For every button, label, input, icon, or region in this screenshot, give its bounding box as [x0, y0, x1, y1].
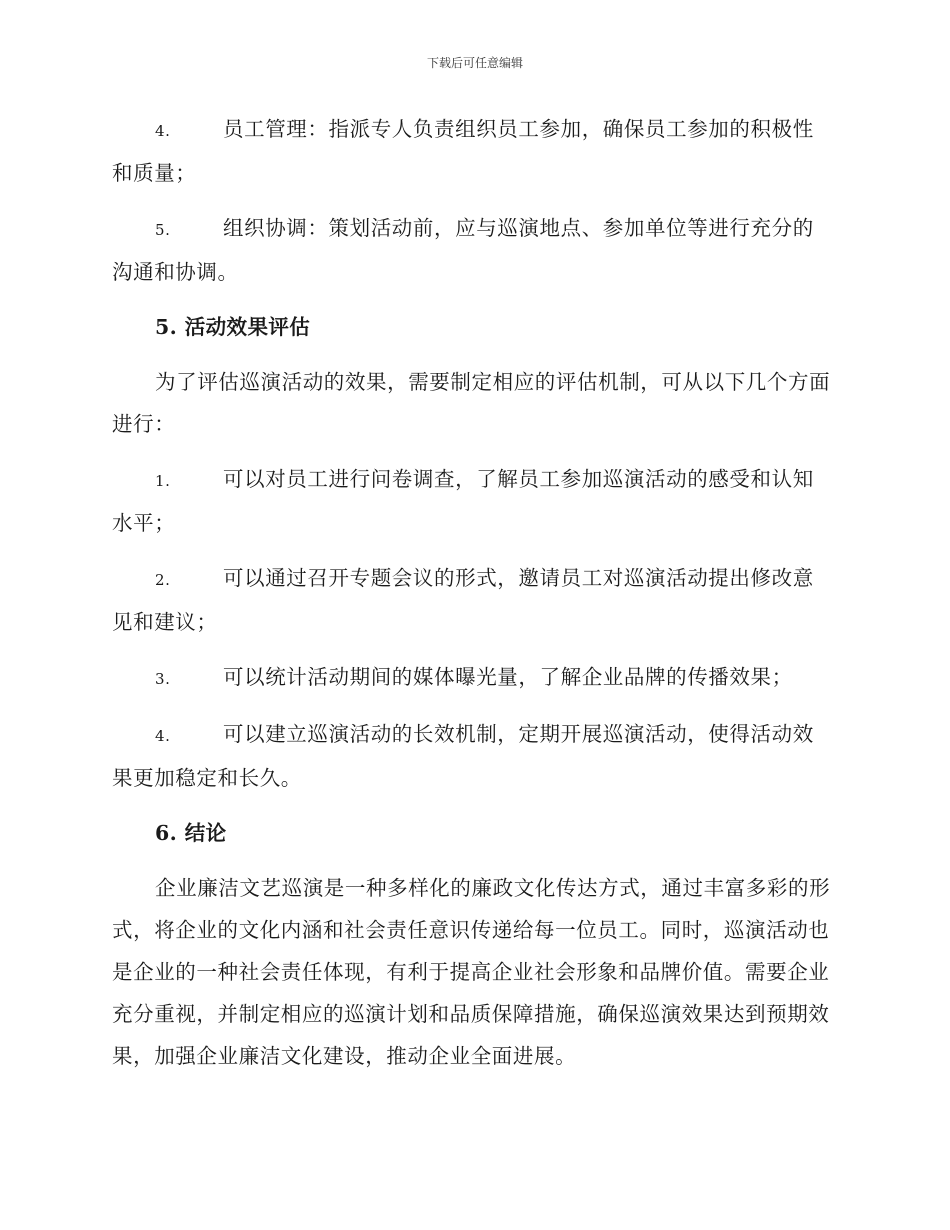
section-heading-5: 5. 活动效果评估 [155, 315, 311, 339]
list-number: 3. [155, 670, 171, 688]
list-text: 可以对员工进行问卷调查，了解员工参加巡演活动的感受和认知水平； [112, 467, 814, 535]
list-number: 4. [155, 122, 171, 140]
list-text: 可以统计活动期间的媒体曝光量，了解企业品牌的传播效果； [223, 665, 793, 689]
conclusion-paragraph: 企业廉洁文艺巡演是一种多样化的廉政文化传达方式，通过丰富多彩的形式，将企业的文化内涵和社会责任意识传递给每一位员工。同时，巡演活动也是企业的一种社会责任体现，有利于提高企业社会形象和品牌价值。需要企业充分重视，并制定相应的巡演计划和品质保障措施，确保巡演效果达到预期效果，加强企业廉洁文化建设，推动企业全面进展。 [112, 876, 831, 1068]
list-number: 1. [155, 472, 171, 490]
list-number: 4. [155, 727, 171, 745]
list-item [112, 656, 834, 700]
header-note: 下载后可任意编辑 [426, 56, 523, 70]
list-text: 可以通过召开专题会议的形式，邀请员工对巡演活动提出修改意见和建议； [112, 566, 814, 634]
list-item [112, 557, 834, 643]
list-text: 员工管理：指派专人负责组织员工参加，确保员工参加的积极性和质量； [112, 117, 814, 185]
list-item [112, 713, 834, 799]
list-item [112, 458, 834, 544]
list-text: 组织协调：策划活动前，应与巡演地点、参加单位等进行充分的沟通和协调。 [112, 216, 814, 284]
list-item [112, 207, 834, 293]
list-item [112, 108, 834, 194]
document-body [112, 108, 834, 1090]
list-number: 5. [155, 221, 171, 239]
list-number: 2. [155, 571, 171, 589]
list-text: 可以建立巡演活动的长效机制，定期开展巡演活动，使得活动效果更加稳定和长久。 [112, 722, 814, 790]
section-intro: 为了评估巡演活动的效果，需要制定相应的评估机制，可从以下几个方面进行： [112, 370, 831, 436]
section-heading-6: 6. 结论 [155, 821, 227, 845]
